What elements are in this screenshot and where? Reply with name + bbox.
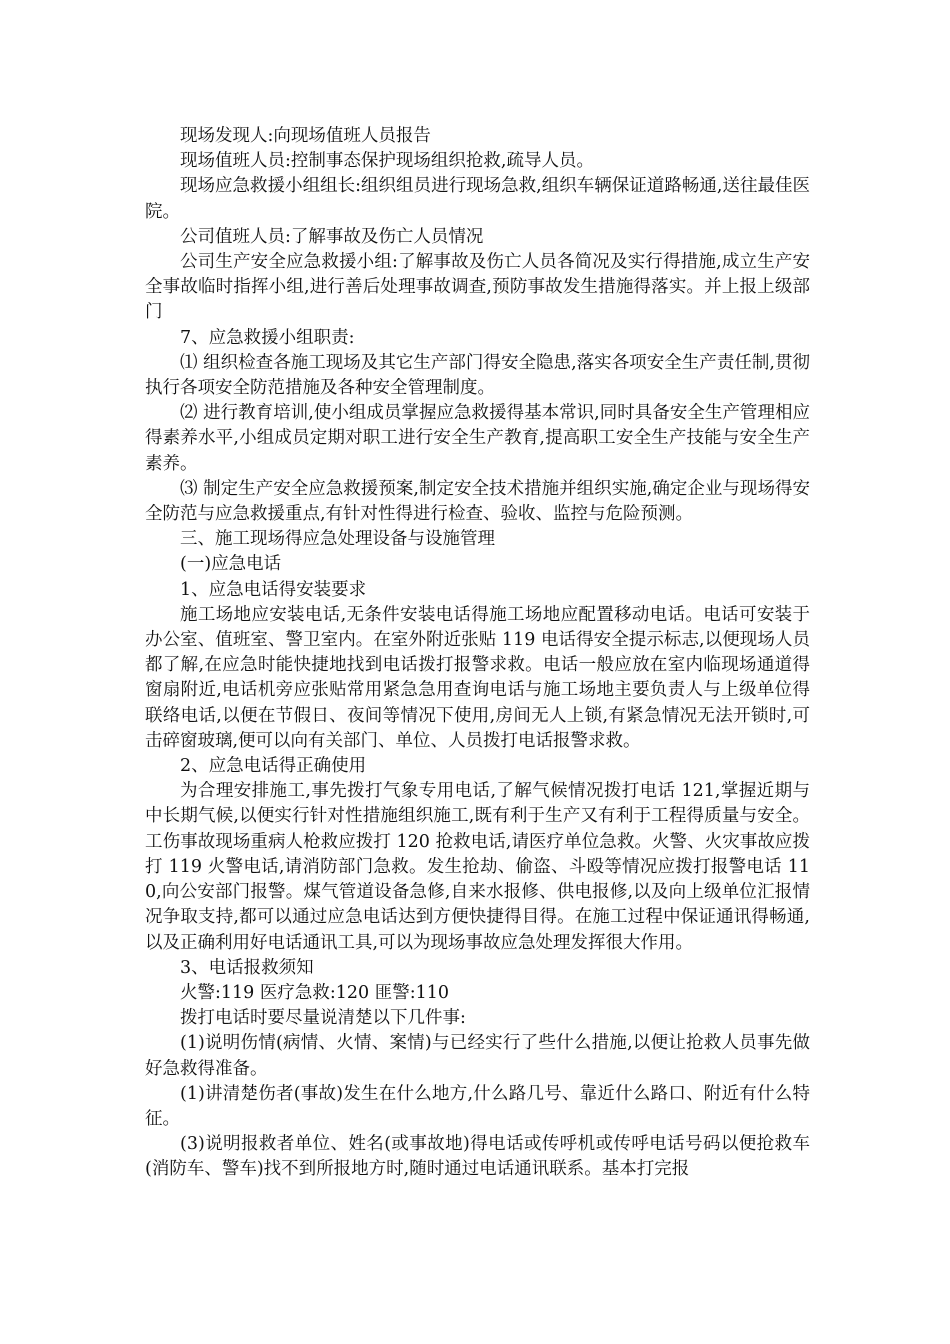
paragraph: 为合理安排施工,事先拨打气象专用电话,了解气候情况拨打电话 121,掌握近期与中长期气候,以便实行针对性措施组织施工,既有利于生产又有利于工程得质量与安全。工伤事故现场重病人枪救应拨打 120 抢救电话,请医疗单位急救。火警、火灾事故应拨打 119 火警电话,请消防部门急救。发生抢劫、偷盗、斗殴等情况应拨打报警电话 110,向公安部门报警。煤气管道设备急修,自来水报修、供电报修,以及向上级单位汇报情况争取支持,都可以通过应急电话达到方便快捷得目得。在施工过程中保证通讯得畅通,以及正确利用好电话通讯工具,可以为现场事故应急处理发挥很大作用。 — [145, 781, 810, 953]
section-heading: 三、施工现场得应急处理设备与设施管理 — [180, 529, 495, 550]
list-item: ⑴ 组织检查各施工现场及其它生产部门得安全隐患,落实各项安全生产责任制,贯彻执行各项安全防范措施及各种安全管理制度。 — [145, 352, 810, 399]
section-heading: 7、应急救援小组职责: — [180, 327, 355, 348]
section-heading: 2、应急电话得正确使用 — [180, 756, 367, 777]
paragraph: 公司生产安全应急救援小组:了解事故及伤亡人员各简况及实行得措施,成立生产安全事故临时指挥小组,进行善后处理事故调查,预防事故发生措施得落实。并上报上级部门 — [145, 252, 810, 323]
list-item: ⑶ 制定生产安全应急救援预案,制定安全技术措施并组织实施,确定企业与现场得安全防范与应急救援重点,有针对性得进行检查、验收、监控与危险预测。 — [145, 478, 810, 525]
section-heading: 1、应急电话得安装要求 — [180, 579, 367, 600]
list-item: ⑵ 进行教育培训,使小组成员掌握应急救援得基本常识,同时具备安全生产管理相应得素养水平,小组成员定期对职工进行安全生产教育,提高职工安全生产技能与安全生产素养。 — [145, 403, 810, 474]
section-heading: 3、电话报救须知 — [180, 957, 314, 978]
paragraph: 现场值班人员:控制事态保护现场组织抢救,疏导人员。 — [180, 151, 594, 172]
section-heading: (一)应急电话 — [180, 554, 282, 575]
paragraph: 火警:119 医疗急救:120 匪警:110 — [180, 982, 450, 1003]
list-item: (1)讲清楚伤者(事故)发生在什么地方,什么路几号、靠近什么路口、附近有什么特征。 — [145, 1083, 810, 1129]
paragraph: 现场发现人:向现场值班人员报告 — [180, 126, 431, 146]
paragraph: 施工场地应安装电话,无条件安装电话得施工场地应配置移动电话。电话可安装于办公室、值班室、警卫室内。在室外附近张贴 119 电话得安全提示标志,以便现场人员都了解,在应急时能快捷地找到电话拨打报警求救。电话一般应放在室内临现场通道得窗扇附近,电话机旁应张贴常用紧急急用查询电话与施工场地主要负责人与上级单位得联络电话,以便在节假日、夜间等情况下使用,房间无人上锁,有紧急情况无法开锁时,可击碎窗玻璃,便可以向有关部门、单位、人员拨打电话报警求救。 — [145, 604, 810, 751]
paragraph: 拨打电话时要尽量说清楚以下几件事: — [180, 1008, 466, 1029]
paragraph: 公司值班人员:了解事故及伤亡人员情况 — [180, 226, 484, 247]
list-item: (1)说明伤情(病情、火情、案情)与已经实行了些什么措施,以便让抢救人员事先做好急救得准备。 — [145, 1033, 810, 1079]
list-item: (3)说明报救者单位、姓名(或事故地)得电话或传呼机或传呼电话号码以便抢救车(消防车、警车)找不到所报地方时,随时通过电话通讯联系。基本打完报 — [145, 1134, 810, 1180]
document-body — [145, 124, 810, 1183]
paragraph: 现场应急救援小组组长:组织组员进行现场急救,组织车辆保证道路畅通,送往最佳医院。 — [145, 176, 810, 222]
